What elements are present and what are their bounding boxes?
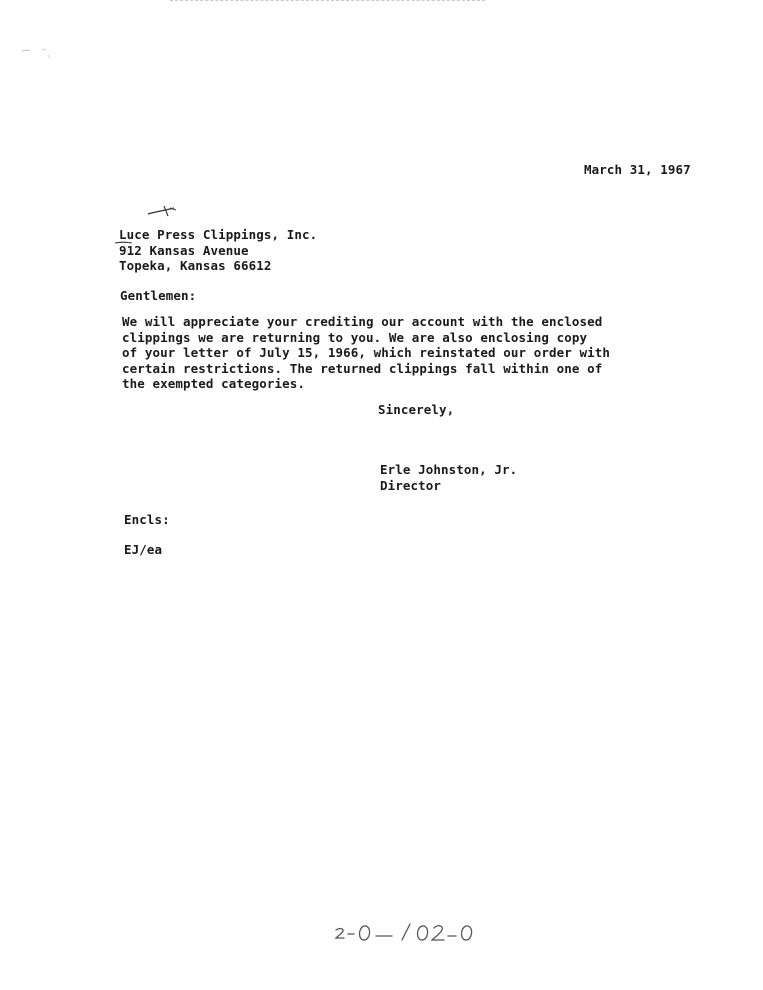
handwritten-check-mark (146, 202, 178, 220)
signer-title: Director (380, 477, 442, 493)
body-line: of your letter of July 15, 1966, which reinstated our order with (122, 345, 611, 360)
body-line: clippings we are returning to you. We are also enclosing copy (122, 329, 588, 345)
recipient-address (119, 227, 317, 274)
reference-initials: EJ/ea (124, 542, 163, 557)
scan-edge-mark (170, 0, 485, 1)
letter-date: March 31, 1967 (584, 162, 691, 177)
body-line: the exempted categories. (122, 376, 306, 391)
recipient-line-company: Luce Press Clippings, Inc. (119, 227, 318, 242)
signature-block (380, 462, 517, 493)
enclosure-notation: Encls: (124, 512, 170, 527)
salutation: Gentlemen: (120, 288, 197, 303)
address-pen-mark (114, 240, 134, 248)
complimentary-closing: Sincerely, (378, 402, 455, 417)
recipient-line-city: Topeka, Kansas 66612 (119, 258, 272, 273)
corner-scan-marks (20, 45, 60, 61)
letter-body (122, 314, 610, 392)
handwritten-document-number (330, 918, 480, 952)
body-line: certain restrictions. The returned clippings fall within one of (122, 360, 603, 376)
body-line: We will appreciate your crediting our account with the enclosed (122, 314, 603, 329)
recipient-line-street: 912 Kansas Avenue (119, 242, 249, 258)
signer-name: Erle Johnston, Jr. (380, 462, 518, 477)
